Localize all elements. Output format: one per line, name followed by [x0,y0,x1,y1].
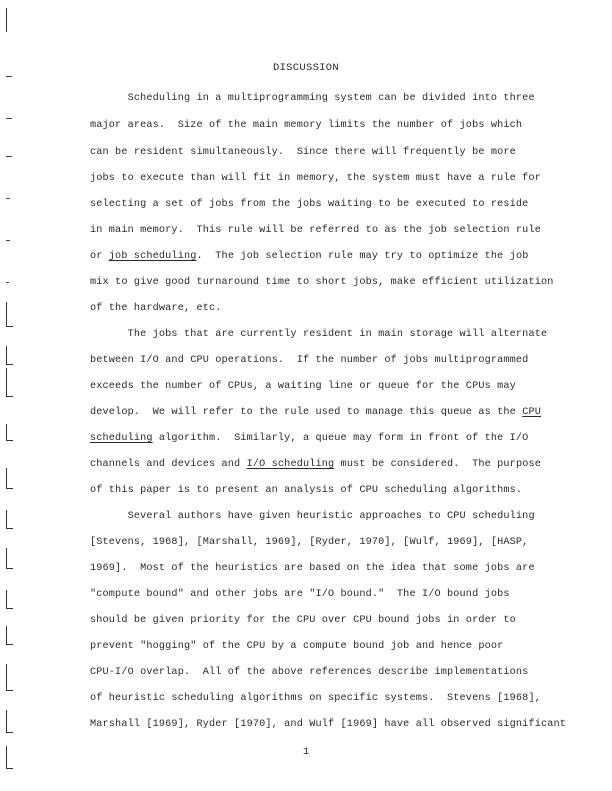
edge-mark [6,626,13,645]
text-segment: jobs to execute than will fit in memory, the system must have a rule for [90,173,541,184]
text-line [90,718,566,731]
text-segment: must be considered. The purpose [334,459,541,470]
text-segment: of this paper is to present an analysis of CPU scheduling algorithms. [90,485,523,496]
text-line [90,562,535,575]
edge-mark [6,346,13,365]
text-segment: major areas. Size of the main memory limits the number of jobs which [90,120,523,131]
text-segment: 1969]. Most of the heuristics are based on the idea that some jobs are [90,563,535,574]
underlined-term: CPU [522,407,541,418]
text-line [90,692,541,705]
text-segment: selecting a set of jobs from the jobs waiting to be executed to reside [90,199,529,210]
page-number: 1 [302,746,310,758]
text-line [90,640,503,653]
underlined-term: scheduling [90,433,153,444]
text-segment: Marshall [1969], Ryder [1970], and Wulf [1969] have all observed significant [90,719,567,730]
edge-mark [6,510,13,529]
text-segment: can be resident simultaneously. Since there will frequently be more [90,147,516,158]
text-segment: of heuristic scheduling algorithms on specific systems. Stevens [1968], [90,693,541,704]
text-segment: algorithm. Similarly, a queue may form in front of the I/O [152,433,529,444]
text-line [90,146,516,159]
edge-mark [6,282,9,283]
text-line [90,354,528,367]
edge-mark [6,548,13,569]
text-segment: exceeds the number of CPUs, a waiting line or queue for the CPUs may [90,381,516,392]
text-segment: should be given priority for the CPU over CPU bound jobs in order to [90,615,516,626]
edge-mark [6,302,13,327]
text-line [90,92,535,105]
text-line [90,224,541,237]
text-line [90,198,528,211]
edge-mark [6,590,13,609]
text-segment: channels and devices and [90,459,247,470]
text-line [90,380,516,393]
edge-mark [6,664,13,691]
underlined-term: job scheduling [108,251,197,262]
text-line [90,484,522,497]
edge-mark [6,156,12,157]
edge-mark [6,118,12,119]
text-line [90,250,528,263]
text-line [90,302,222,315]
text-segment: . The job selection rule may try to optimize the job [196,251,529,262]
text-line [90,458,541,471]
text-segment: "compute bound" and other jobs are "I/O bound." The I/O bound jobs [90,589,510,600]
text-segment: CPU-I/O overlap. All of the above references describe implementations [90,667,529,678]
text-line [90,666,528,679]
text-line [90,536,528,549]
text-line [90,172,541,185]
text-segment: Several authors have given heuristic approaches to CPU scheduling [90,511,535,522]
text-line [90,588,510,601]
edge-mark [6,8,7,32]
text-segment: develop. We will refer to the rule used to manage this queue as the [90,407,523,418]
edge-mark [6,76,12,77]
text-segment: or [90,251,109,262]
text-segment: prevent "hogging" of the CPU by a compute bound job and hence poor [90,641,504,652]
text-segment: mix to give good turnaround time to short jobs, make efficient utilization [90,277,554,288]
text-line [90,510,535,523]
edge-mark [6,710,13,733]
text-line [90,328,547,341]
page-title: DISCUSSION [272,62,339,74]
text-segment: between I/O and CPU operations. If the number of jobs multiprogrammed [90,355,529,366]
text-line [90,432,528,445]
text-line [90,276,554,289]
underlined-term: I/O scheduling [246,459,335,470]
text-line [90,406,541,419]
text-segment: of the hardware, etc. [90,303,222,314]
text-segment: in main memory. This rule will be referred to as the job selection rule [90,225,541,236]
edge-mark [6,368,13,397]
text-segment: [Stevens, 1968], [Marshall, 1969], [Ryder, 1970], [Wulf, 1969], [HASP, [90,537,529,548]
text-line [90,614,516,627]
edge-mark [6,240,10,241]
text-line [90,119,522,132]
text-segment: The jobs that are currently resident in main storage will alternate [90,329,548,340]
edge-mark [6,468,13,489]
text-segment: Scheduling in a multiprogramming system can be divided into three [90,93,535,104]
edge-mark [6,424,13,441]
edge-mark [6,198,10,199]
